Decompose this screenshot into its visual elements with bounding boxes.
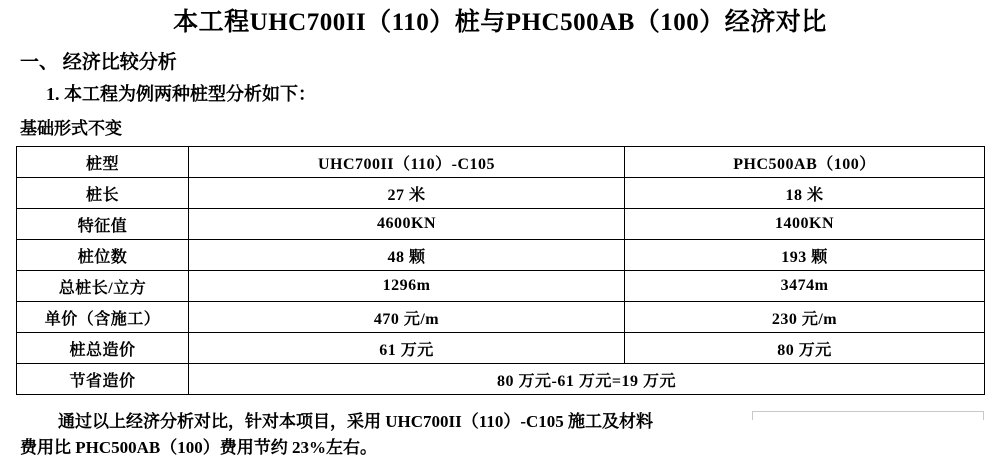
row-value-phc: 193 颗	[625, 240, 985, 271]
page-edge-artifact	[752, 411, 984, 420]
document-page	[0, 6, 1000, 457]
row-value-uhc: 1296m	[189, 271, 625, 302]
table-row	[17, 271, 985, 302]
row-label: 桩总造价	[17, 333, 189, 364]
footer-line-1: 通过以上经济分析对比，针对本项目，采用 UHC700II（110）-C105 施工及材料	[58, 412, 654, 431]
table-header-cell: PHC500AB（100）	[625, 147, 985, 178]
row-label: 特征值	[17, 209, 189, 240]
row-value-uhc: 4600KN	[189, 209, 625, 240]
summary-value: 80 万元-61 万元=19 万元	[189, 364, 985, 395]
table-row	[17, 209, 985, 240]
table-header-cell: 桩型	[17, 147, 189, 178]
row-value-uhc: 48 颗	[189, 240, 625, 271]
section-heading: 一、 经济比较分析	[20, 52, 177, 73]
row-value-phc: 18 米	[625, 178, 985, 209]
row-label: 桩长	[17, 178, 189, 209]
row-value-uhc: 61 万元	[189, 333, 625, 364]
footer-line-2: 费用比 PHC500AB（100）费用节约 23%左右。	[20, 438, 377, 457]
row-value-phc: 230 元/m	[625, 302, 985, 333]
row-label: 总桩长/立方	[17, 271, 189, 302]
row-value-uhc: 470 元/m	[189, 302, 625, 333]
summary-label: 节省造价	[17, 364, 189, 395]
page-title: 本工程UHC700II（110）桩与PHC500AB（100）经济对比	[173, 9, 827, 36]
table-header-row	[17, 147, 985, 178]
comparison-table	[16, 146, 985, 395]
table-header-cell: UHC700II（110）-C105	[189, 147, 625, 178]
table-summary-row	[17, 364, 985, 395]
sub-item-heading: 1. 本工程为例两种桩型分析如下：	[46, 84, 316, 104]
row-value-phc: 3474m	[625, 271, 985, 302]
row-value-uhc: 27 米	[189, 178, 625, 209]
row-value-phc: 80 万元	[625, 333, 985, 364]
table-row	[17, 240, 985, 271]
row-value-phc: 1400KN	[625, 209, 985, 240]
table-row	[17, 178, 985, 209]
row-label: 桩位数	[17, 240, 189, 271]
table-row	[17, 333, 985, 364]
table-row	[17, 302, 985, 333]
note-line: 基础形式不变	[20, 119, 122, 138]
row-label: 单价（含施工）	[17, 302, 189, 333]
